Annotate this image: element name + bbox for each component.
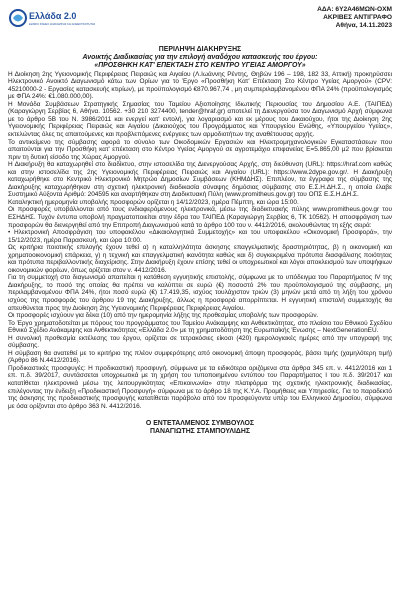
- publication-date: Αθήνα, 14.11.2023: [335, 22, 392, 30]
- certified-copy-label: ΑΚΡΙΒΕΣ ΑΝΤΙΓΡΑΦΟ: [323, 14, 392, 22]
- paragraph-intro: Η Διοίκηση 2ης Υγειονομικής Περιφέρειας Πειραιώς και Αιγαίου (Λ.Ιωάννης Ρέντης, Θηβών 196 – 198, 182 33, Αττική) προκηρύσσει Ηλεκτρονικό Ανοικτό Διαγωνισμό κάτω των Ορίων για το Έργο «Προσθήκη Κατ' Επέκταση Στο Κέντρο Υγείας Αμοργού» (CPV: 45210000-2 - Εργασίες κατασκευής κτιρίων), με προϋπολογισμό €870.967,74 , μη συμπεριλαμβανομένου ΦΠΑ 24% (προϋπολογισμός με ΦΠΑ 24%: €1.080.000,00).: [8, 70, 392, 101]
- paragraph-funding: Το Έργο χρηματοδοτείται με πόρους του προγράμματος του Ταμείου Ανάκαμψης και Ανθεκτικότητας, στο πλαίσιο του Εθνικού Σχεδίου Εθνικό Σχέδιο Ανάκαμψης και Ανθεκτικότητας «Ελλάδα 2.0» με τη χρηματοδότηση της Ευρωπαϊκής Ένωσης – NextGenerationEU.: [8, 319, 392, 335]
- logo-subtitle: ΕΘΝΙΚΟ ΣΧΕΔΙΟ ΑΝΑΚΑΜΨΗΣ ΚΑΙ ΑΝΘΕΚΤΙΚΟΤΗΤΑΣ: [29, 23, 96, 26]
- paragraph-duration: Η συνολική προθεσμία εκτέλεσης του έργου, ορίζεται σε τετρακόσιες είκοσι (420) ημερολογιακές ημέρες από την υπογραφή της σύμβασης.: [8, 334, 392, 350]
- notice-subtitle-1: Ανοικτής Διαδικασίας για την επιλογή αναδόχου κατασκευής του έργου:: [82, 54, 318, 62]
- document-header: [8, 6, 392, 46]
- greece-2-0-logo: [8, 8, 104, 30]
- signature-role: Ο ΕΝΤΕΤΑΛΜΕΝΟΣ ΣΥΜΒΟΥΛΟΣ: [145, 420, 255, 428]
- paragraph-award: Η σύμβαση θα ανατεθεί με το κριτήριο της πλέον συμφερότερης από οικονομική άποψη προσφοράς, βάσει τιμής (χαμηλότερη τιμή) (Άρθρο 86 Ν.4412/2016).: [8, 349, 392, 365]
- signature-block: [8, 420, 392, 436]
- reference-block: [317, 6, 392, 31]
- notice-title: ΠΕΡΙΛΗΨΗ ΔΙΑΚΗΡΥΞΗΣ: [158, 46, 242, 53]
- paragraph-publication: Η Διακήρυξη θα καταχωρηθεί στο διαδίκτυο, στην ιστοσελίδα της Διενεργούσας Αρχής, στη διεύθυνση (URL): https://hraf.com καθώς και στην ιστοσελίδα της 2ης Υγειονομικής Περιφέρειας Πειραιώς και Αιγαίου (URL): https://www.2dype.gov.gr/. Η Διακήρυξη καταχωρήθηκε στο Κεντρικό Ηλεκτρονικό Μητρώο Δημοσίων Συμβάσεων (ΚΗΜΔΗΣ). Επιπλέον, τα έγγραφα της σύμβασης της Διακήρυξης καταχωρήθηκαν στη σχετική ηλεκτρονική διαδικασία σύναψης δημόσιας σύμβασης στο Ε.Σ.Η.ΔΗ.Σ., η οποία έλαβε Συστημικό Αύξοντα Αριθμό: 204595 και αναρτήθηκαν στη Διαδικτυακή Πύλη (www.promitheus.gov.gr) του ΟΠΣ Ε.Σ.Η.ΔΗ.Σ.: [8, 161, 392, 199]
- paragraph-deadline: Καταληκτική ημερομηνία υποβολής προσφορών ορίζεται η 14/12/2023, ημέρα Πέμπτη, και ώρα 15:00.: [8, 198, 299, 206]
- paragraph-criteria: Ως κριτήρια ποιοτικής επιλογής έχουν τεθεί α) η καταλληλότητα άσκησης επαγγελματικής δραστηριότητας, β) η οικονομική και χρηματοοικονομική επάρκεια, γ) η τεχνική και επαγγελματική ικανότητα καθώς και δ) συγκεκριμένα πρότυπα διασφάλισης ποιότητας και πρότυπα περιβαλλοντικής διαχείρισης. Στην Διακήρυξη έχουν επίσης τεθεί οι υποχρεωτικοί και λόγοι αποκλεισμού των υποψήφιων οικονομικών φορέων, όπως ορίζεται στον ν. 4412/2016.: [8, 244, 392, 274]
- paragraph-appeals: Προδικαστικές προσφυγές: Η προδικαστική προσφυγή, σύμφωνα με τα ειδικότερα οριζόμενα στα άρθρα 345 επ. ν. 4412/2016 και 1 επ. π.δ. 39/2017, συντάσσεται υποχρεωτικά με τη χρήση του τυποποιημένου εντύπου του Παραρτήματος I του π.δ. 39/2017 και κατατίθεται ηλεκτρονικά μέσω της λειτουργικότητας «Επικοινωνία» στην πλατφόρμα της σχετικής ηλεκτρονικής διαδικασίας, επιλέγοντας την ένδειξη «Προδικαστική Προσφυγή» σύμφωνα με το άρθρο 18 της Κ.Υ.Α. Προμήθειες και Υπηρεσίες. Για το παραδεκτό της άσκησης της προδικαστικής προσφυγής κατατίθεται παράβολο από τον προσφεύγοντα υπέρ του Ελληνικού Δημοσίου, σύμφωνα με όσα ορίζονται στο άρθρο 363 Ν. 4412/2016.: [8, 364, 392, 410]
- notice-body: [8, 71, 392, 411]
- signature-name: ΠΑΝΑΓΙΩΤΗΣ ΣΤΑΜΠΟΥΛΙΔΗΣ: [150, 428, 250, 436]
- paragraph-guarantee: Για τη συμμετοχή στο διαγωνισμό απαιτείται η κατάθεση εγγυητικής επιστολής, σύμφωνα με το υπόδειγμα του Παραρτήματος IV της Διακήρυξης, το ποσό της οποίας θα πρέπει να καλύπτει σε ευρώ (€) ποσοστό 2% του προϋπολογισμού της σύμβασης, μη περιλαμβανομένου ΦΠΑ 24%, ήτοι ποσό ευρώ (€) 17.419,35, ισχύος τουλάχιστον τριών (3) μηνών μετά από τη λήξη του χρόνου ισχύος της προσφοράς του άρθρου 19 της Διακήρυξης, άλλως η προσφορά απορρίπτεται. Η εγγυητική επιστολή συμμετοχής θα απευθύνεται προς την Διοίκηση 2ης Υγειονομικής Περιφέρειας Περιφέρειας Αιγαίου.: [8, 274, 392, 312]
- paragraph-taiped: Η Μονάδα Συμβάσεων Στρατηγικής Σημασίας του Ταμείου Αξιοποίησης Ιδιωτικής Περιουσίας του Δημοσίου Α.Ε. (ΤΑΙΠΕΔ) (Καραγιώργη Σερβίας 6, Αθήνα. 10562. +30 210 3274400, tender@hraf.gr) αποτελεί τη Διενεργούσα τον Διαγωνισμό Αρχή σύμφωνα με το άρθρο 5Β του Ν. 3986/2011 και ενεργεί κατ' εντολή, για λογαριασμό και εκ μέρους του Δικαιούχου, ήτοι της Διοίκηση 2ης Υγειονομικής Περιφέρειας Πειραιώς και Αιγαίου (Δικαιούχος του Προγράμματος και Υπουργείου Ενώθης, «Υπουργείου Υγείας», εκτελώντας όλες τις απαιτούμενες και προβλεπόμενες ενέργειες των αρμοδιοτήτων της αναθέτουσας αρχής.: [8, 100, 392, 138]
- ada-code: ΑΔΑ: 6Υ2Α46ΜΩΝ-ΟΧΜ: [317, 6, 392, 13]
- notice-subtitle-2: «ΠΡΟΣΘΗΚΗ ΚΑΤ' ΕΠΕΚΤΑΣΗ ΣΤΟ ΚΕΝΤΡΟ ΥΓΕΙΑΣ ΑΜΟΡΓΟΥ»: [94, 62, 306, 70]
- paragraph-validity: Οι προσφορές ισχύουν για δέκα (10) από την ημερομηνία λήξης της προθεσμίας υποβολής των προσφορών.: [8, 312, 319, 320]
- logo-title: Ελλάδα 2.0: [29, 11, 77, 21]
- paragraph-submission: Οι προσφορές υποβάλλονται από τους ενδιαφερόμενους ηλεκτρονικά, μέσω της διαδικτυακής πύλης www.promitheus.gov.gr του ΕΣΗΔΗΣ. Τυχόν έντυπα υποβολή πραγματοποιείται στην έδρα του ΤΑΙΠΕΔ (Καραγιώργη Σερβίας 6, ΤΚ 10562). Η αποσφράγιση των προσφορών θα διενεργηθεί από την Επιτροπή Διαγωνισμού κατά το άρθρο 100 του ν. 4412/2016, ακολουθώντας τη εξής σειρά:: [8, 206, 392, 229]
- paragraph-opening: • Ηλεκτρονική Αποσφράγιση του υποφακέλου «Δικαιολογητικά Συμμετοχής» και του υποφακέλου «Οικονομική Προσφορά», την 15/12/2023, ημέρα Παρασκευή, και ώρα 10:00.: [8, 229, 392, 244]
- paragraph-object: Το αντικείμενο της σύμβασης αφορά το σύνολο των Οικοδομικών Εργασιών και Ηλεκτρομηχανολογικών Εγκαταστάσεων που απαιτούνται για την Προσθήκη κατ' επέκταση στο Κέντρο Υγείας Αμοργού σε αγροτεμάχιο επιφανείας Ε=5.865,00 μ2 που βρίσκεται πριν τη δυτική είσοδο της Χώρας Αμοργού.: [8, 138, 392, 161]
